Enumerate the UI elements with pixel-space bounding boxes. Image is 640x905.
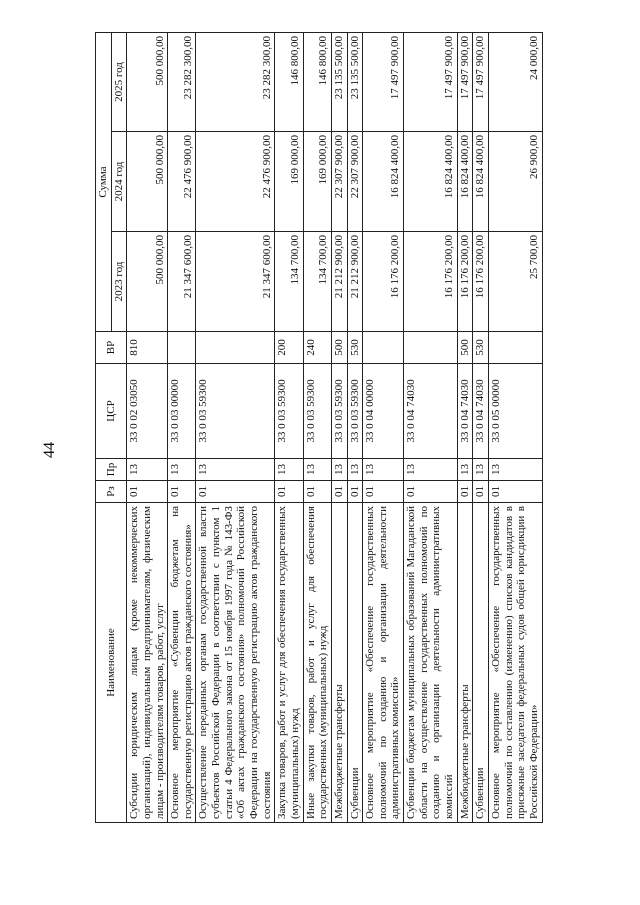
row-amount-2025: 500 000,00 (127, 33, 168, 132)
table-row (331, 33, 347, 823)
row-rz: 01 (331, 481, 347, 503)
row-name: Межбюджетные трансферты (331, 503, 347, 823)
row-amount-2023: 21 212 900,00 (347, 232, 363, 332)
table-header-row (96, 33, 112, 823)
row-vr: 530 (347, 332, 363, 364)
rotated-page-content (95, 33, 615, 823)
row-name: Закупка товаров, работ и услуг для обеспечения государственных (муниципальных) нужд (275, 503, 303, 823)
row-amount-2023: 16 176 200,00 (404, 232, 458, 332)
row-amount-2025: 23 282 300,00 (196, 33, 275, 132)
row-vr (196, 332, 275, 364)
row-vr: 530 (473, 332, 489, 364)
header-2025: 2025 год (111, 33, 127, 132)
row-amount-2023: 16 176 200,00 (473, 232, 489, 332)
row-vr: 240 (303, 332, 331, 364)
row-csr: 33 0 03 59300 (303, 364, 331, 459)
row-name: Основное мероприятие «Субвенции бюджетам на государственную регистрацию актов гражданского состояния» (168, 503, 196, 823)
row-name: Субвенции (347, 503, 363, 823)
row-vr: 500 (331, 332, 347, 364)
row-pr: 13 (303, 459, 331, 481)
row-amount-2024: 169 000,00 (303, 132, 331, 232)
row-amount-2025: 23 135 500,00 (331, 33, 347, 132)
row-csr: 33 0 05 00000 (488, 364, 542, 459)
row-rz: 01 (363, 481, 404, 503)
row-csr: 33 0 03 59300 (196, 364, 275, 459)
row-name: Субвенции бюджетам муниципальных образований Магаданской области на осуществление государственных полномочий по созданию и организации деятельности административных комиссий (404, 503, 458, 823)
row-rz: 01 (404, 481, 458, 503)
header-name: Наименование (96, 503, 127, 823)
row-vr (488, 332, 542, 364)
row-amount-2025: 17 497 900,00 (363, 33, 404, 132)
row-amount-2023: 500 000,00 (127, 232, 168, 332)
header-csr: ЦСР (96, 364, 127, 459)
row-csr: 33 0 03 59300 (331, 364, 347, 459)
row-pr: 13 (457, 459, 473, 481)
row-vr (363, 332, 404, 364)
row-amount-2023: 134 700,00 (275, 232, 303, 332)
row-vr (404, 332, 458, 364)
row-name: Основное мероприятие «Обеспечение государственных полномочий по созданию и организации деятельности административных комиссий» (363, 503, 404, 823)
row-name: Осуществление переданных органам государственной власти субъектов Российской Федерации в соответствии с пунктом 1 статьи 4 Федерального закона от 15 ноября 1997 года № 143-ФЗ «Об актах гражданского состояния» полномочий Российской Федерации на государственную регистрацию актов гражданского состояния (196, 503, 275, 823)
row-csr: 33 0 03 00000 (168, 364, 196, 459)
row-amount-2023: 134 700,00 (303, 232, 331, 332)
table-row (457, 33, 473, 823)
row-rz: 01 (303, 481, 331, 503)
row-pr: 13 (404, 459, 458, 481)
row-rz: 01 (196, 481, 275, 503)
budget-table (95, 32, 543, 823)
row-csr: 33 0 03 59300 (347, 364, 363, 459)
header-2023: 2023 год (111, 232, 127, 332)
row-amount-2024: 169 000,00 (275, 132, 303, 232)
header-pr: Пр (96, 459, 127, 481)
row-pr: 13 (488, 459, 542, 481)
row-name: Субвенции (473, 503, 489, 823)
row-amount-2025: 23 135 500,00 (347, 33, 363, 132)
row-amount-2023: 16 176 200,00 (363, 232, 404, 332)
row-rz: 01 (457, 481, 473, 503)
row-rz: 01 (347, 481, 363, 503)
row-amount-2024: 16 824 400,00 (473, 132, 489, 232)
row-amount-2024: 500 000,00 (127, 132, 168, 232)
page-number: 44 (41, 442, 58, 458)
header-rz: Рз (96, 481, 127, 503)
row-pr: 13 (347, 459, 363, 481)
row-amount-2023: 21 347 600,00 (196, 232, 275, 332)
row-amount-2024: 16 824 400,00 (457, 132, 473, 232)
table-body (127, 33, 542, 823)
row-amount-2025: 146 800,00 (303, 33, 331, 132)
row-amount-2025: 24 000,00 (488, 33, 542, 132)
table-row (275, 33, 303, 823)
row-name: Основное мероприятие «Обеспечение государственных полномочий по составлению (изменению) списков кандидатов в присяжные заседатели федеральных судов общей юрисдикции в Российской Федерации» (488, 503, 542, 823)
row-amount-2025: 17 497 900,00 (404, 33, 458, 132)
row-csr: 33 0 04 74030 (457, 364, 473, 459)
table-row (473, 33, 489, 823)
row-pr: 13 (127, 459, 168, 481)
row-amount-2024: 16 824 400,00 (404, 132, 458, 232)
row-pr: 13 (168, 459, 196, 481)
header-2024: 2024 год (111, 132, 127, 232)
row-rz: 01 (488, 481, 542, 503)
row-amount-2023: 25 700,00 (488, 232, 542, 332)
header-sum: Сумма (96, 33, 112, 332)
row-amount-2024: 26 900,00 (488, 132, 542, 232)
row-name: Межбюджетные трансферты (457, 503, 473, 823)
row-amount-2024: 22 476 900,00 (196, 132, 275, 232)
row-vr (168, 332, 196, 364)
row-amount-2025: 23 282 300,00 (168, 33, 196, 132)
row-name: Иные закупки товаров, работ и услуг для обеспечения государственных (муниципальных) нужд (303, 503, 331, 823)
row-pr: 13 (196, 459, 275, 481)
header-vr: ВР (96, 332, 127, 364)
row-csr: 33 0 04 74030 (404, 364, 458, 459)
row-csr: 33 0 04 00000 (363, 364, 404, 459)
table-row (404, 33, 458, 823)
row-amount-2025: 17 497 900,00 (457, 33, 473, 132)
row-vr: 500 (457, 332, 473, 364)
row-rz: 01 (168, 481, 196, 503)
row-csr: 33 0 03 59300 (275, 364, 303, 459)
row-rz: 01 (275, 481, 303, 503)
row-pr: 13 (473, 459, 489, 481)
table-row (303, 33, 331, 823)
table-row (347, 33, 363, 823)
row-vr: 200 (275, 332, 303, 364)
table-row (127, 33, 168, 823)
table-row (363, 33, 404, 823)
row-amount-2024: 22 307 900,00 (331, 132, 347, 232)
row-csr: 33 0 04 74030 (473, 364, 489, 459)
row-pr: 13 (275, 459, 303, 481)
row-amount-2025: 146 800,00 (275, 33, 303, 132)
row-rz: 01 (473, 481, 489, 503)
row-amount-2025: 17 497 900,00 (473, 33, 489, 132)
table-row (488, 33, 542, 823)
row-amount-2024: 16 824 400,00 (363, 132, 404, 232)
row-amount-2023: 21 212 900,00 (331, 232, 347, 332)
row-pr: 13 (363, 459, 404, 481)
row-vr: 810 (127, 332, 168, 364)
row-amount-2023: 21 347 600,00 (168, 232, 196, 332)
row-pr: 13 (331, 459, 347, 481)
table-row (168, 33, 196, 823)
table-row (196, 33, 275, 823)
row-csr: 33 0 02 03050 (127, 364, 168, 459)
row-name: Субсидии юридическим лицам (кроме некоммерческих организаций), индивидуальным предпринимателям, физическим лицам - производителям товаров, работ, услуг (127, 503, 168, 823)
row-amount-2024: 22 476 900,00 (168, 132, 196, 232)
row-amount-2024: 22 307 900,00 (347, 132, 363, 232)
row-amount-2023: 16 176 200,00 (457, 232, 473, 332)
row-rz: 01 (127, 481, 168, 503)
